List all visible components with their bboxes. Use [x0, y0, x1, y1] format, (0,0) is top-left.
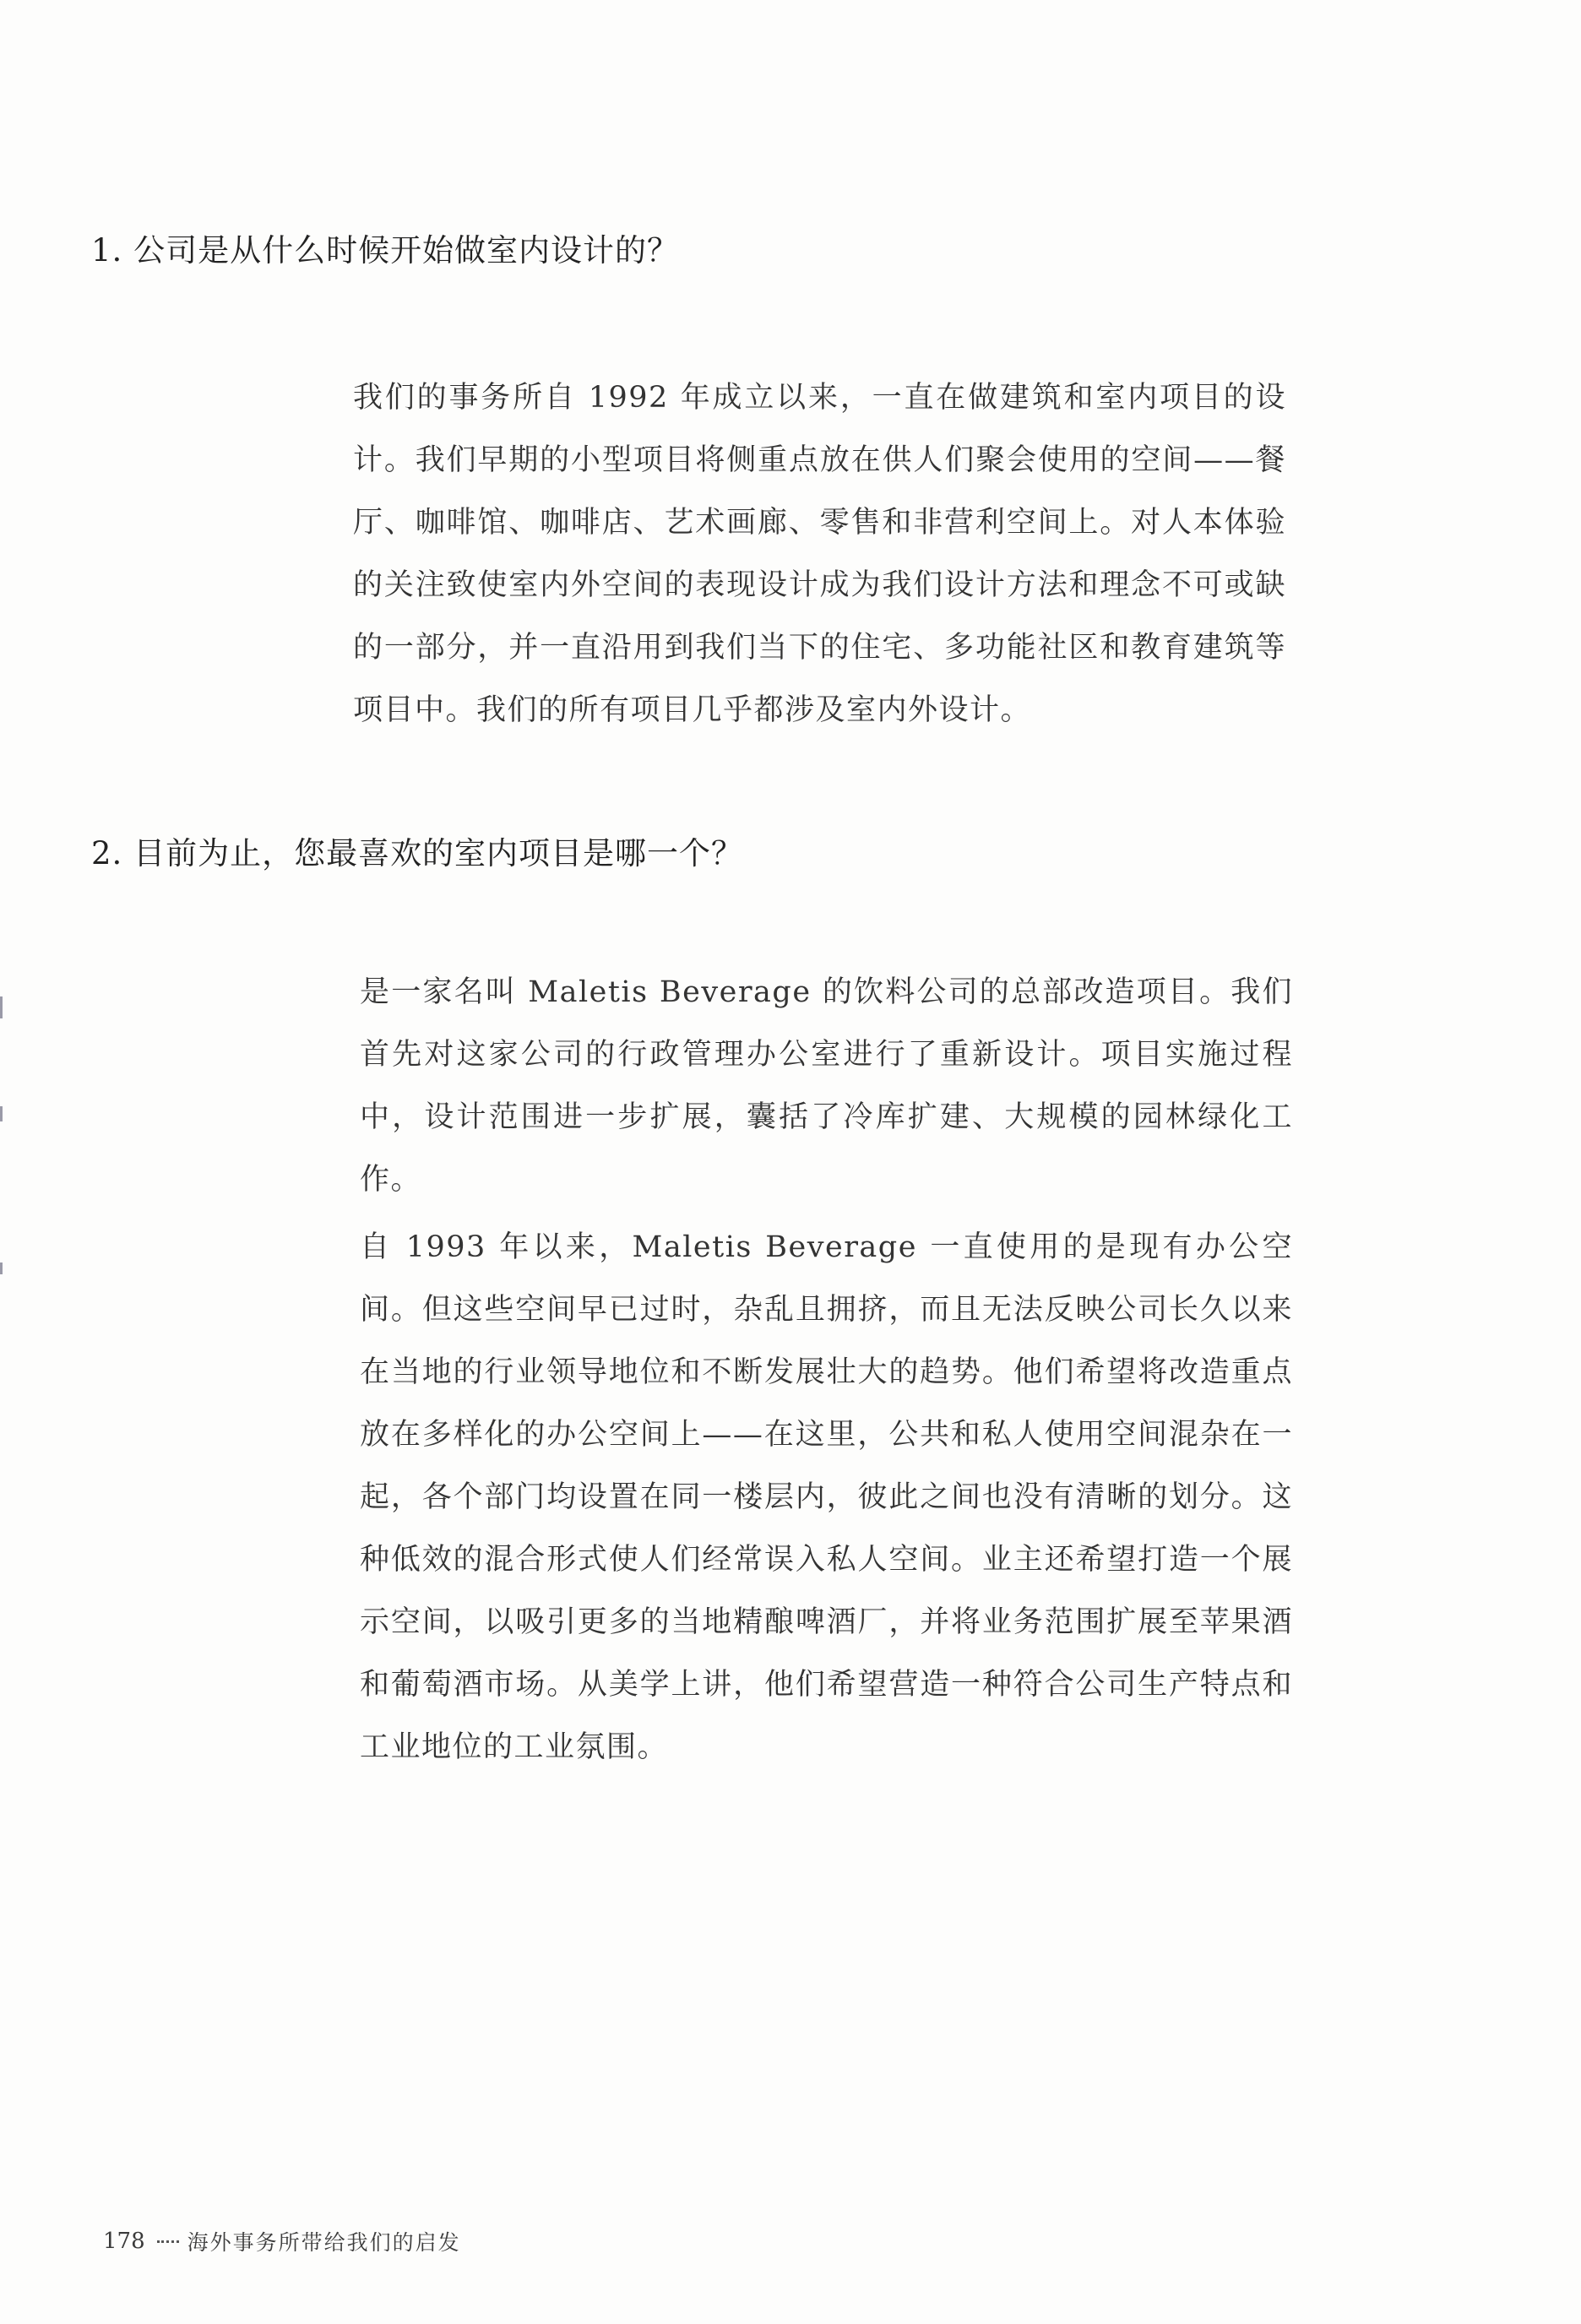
answer-1-paragraph: 我们的事务所自 1992 年成立以来，一直在做建筑和室内项目的设计。我们早期的小型项目将侧重点放在供人们聚会使用的空间——餐厅、咖啡馆、咖啡店、艺术画廊、零售和非营利空间上。对人本体验的关注致使室内外空间的表现设计成为我们设计方法和理念不可或缺的一部分，并一直沿用到我们当下的住宅、多功能社区和教育建筑等项目中。我们的所有项目几乎都涉及室内外设计。	[353, 381, 1286, 727]
footer-separator	[157, 2240, 179, 2243]
scan-edge-mark	[0, 996, 3, 1018]
answer-2-paragraph-1: 是一家名叫 Maletis Beverage 的饮料公司的总部改造项目。我们首先对这家公司的行政管理办公室进行了重新设计。项目实施过程中，设计范围进一步扩展，囊括了冷库扩建、大规模的园林绿化工作。	[360, 975, 1293, 1197]
question-2-heading: 2. 目前为止，您最喜欢的室内项目是哪一个？	[91, 835, 744, 872]
question-1-heading: 1. 公司是从什么时候开始做室内设计的？	[91, 232, 680, 269]
scan-edge-mark	[0, 1262, 3, 1274]
page-footer	[103, 2226, 461, 2256]
footer-book-title: 海外事务所带给我们的启发	[187, 2230, 461, 2255]
scan-edge-mark	[0, 1106, 3, 1121]
page-number: 178	[103, 2229, 145, 2254]
answer-2-paragraph-2: 自 1993 年以来，Maletis Beverage 一直使用的是现有办公空间。但这些空间早已过时，杂乱且拥挤，而且无法反映公司长久以来在当地的行业领导地位和不断发展壮大的趋势。他们希望将改造重点放在多样化的办公空间上——在这里，公共和私人使用空间混杂在一起，各个部门均设置在同一楼层内，彼此之间也没有清晰的划分。这种低效的混合形式使人们经常误入私人空间。业主还希望打造一个展示空间，以吸引更多的当地精酿啤酒厂，并将业务范围扩展至苹果酒和葡萄酒市场。从美学上讲，他们希望营造一种符合公司生产特点和工业地位的工业氛围。	[360, 1230, 1293, 1764]
